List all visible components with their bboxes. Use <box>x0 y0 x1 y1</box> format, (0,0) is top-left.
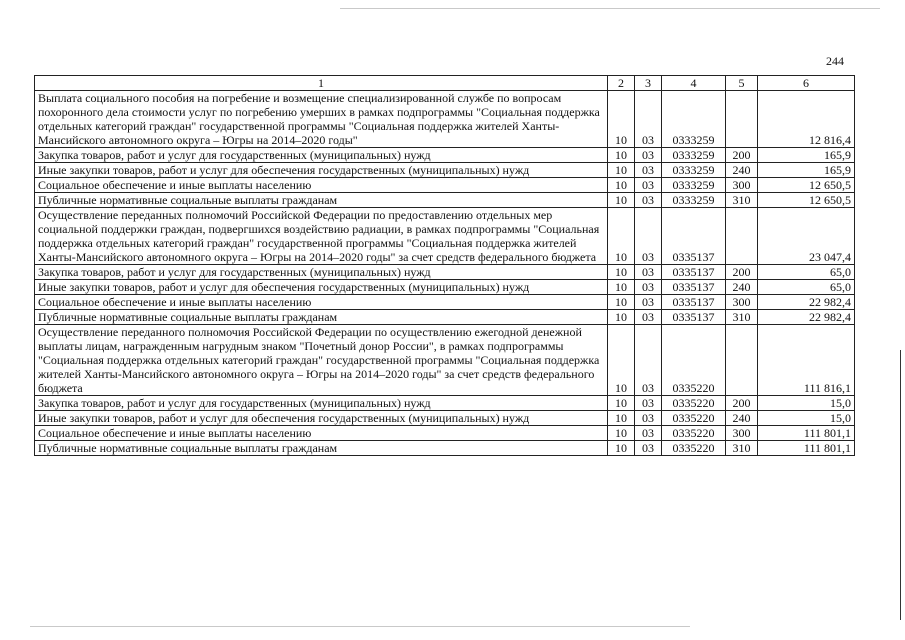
table-row <box>35 411 855 426</box>
row-section: 10 <box>608 441 635 456</box>
table-row <box>35 441 855 456</box>
row-name: Осуществление переданного полномочия Российской Федерации по осуществлению ежегодной денежной выплаты лицам, награжденным нагрудным знаком "Почетный донор России", в рамках подпрограммы "Социальная поддержка отдельных категорий граждан" государственной программы "Социальная поддержка жителей Ханты-Мансийского автономного округа – Югры на 2014–2020 годы" за счет средств федерального бюджета <box>35 325 608 396</box>
row-name: Социальное обеспечение и иные выплаты населению <box>35 295 608 310</box>
row-name: Иные закупки товаров, работ и услуг для обеспечения государственных (муниципальных) нужд <box>35 411 608 426</box>
table-row <box>35 91 855 148</box>
table-row <box>35 295 855 310</box>
row-amount: 111 801,1 <box>758 426 855 441</box>
row-expense-type: 310 <box>726 441 758 456</box>
row-amount: 22 982,4 <box>758 310 855 325</box>
row-section: 10 <box>608 280 635 295</box>
row-name: Социальное обеспечение и иные выплаты населению <box>35 178 608 193</box>
row-amount: 65,0 <box>758 280 855 295</box>
row-expense-type: 300 <box>726 178 758 193</box>
row-subsection: 03 <box>635 310 662 325</box>
row-subsection: 03 <box>635 426 662 441</box>
row-section: 10 <box>608 193 635 208</box>
row-subsection: 03 <box>635 325 662 396</box>
row-section: 10 <box>608 265 635 280</box>
row-target-code: 0333259 <box>662 178 726 193</box>
row-name: Осуществление переданных полномочий Российской Федерации по предоставлению отдельных мер социальной поддержки граждан, подвергшихся воздействию радиации, в рамках подпрограммы "Социальная поддержка отдельных категорий граждан" государственной программы "Социальная поддержка жителей Ханты-Мансийского автономного округа – Югры на 2014–2020 годы" за счет средств федерального бюджета <box>35 208 608 265</box>
row-name: Социальное обеспечение и иные выплаты населению <box>35 426 608 441</box>
row-subsection: 03 <box>635 265 662 280</box>
column-header: 3 <box>635 76 662 91</box>
row-amount: 15,0 <box>758 396 855 411</box>
row-target-code: 0335137 <box>662 310 726 325</box>
column-header: 1 <box>35 76 608 91</box>
row-section: 10 <box>608 295 635 310</box>
row-subsection: 03 <box>635 148 662 163</box>
row-subsection: 03 <box>635 295 662 310</box>
scan-noise-top <box>340 8 880 9</box>
row-expense-type <box>726 208 758 265</box>
table-row <box>35 426 855 441</box>
row-expense-type: 200 <box>726 148 758 163</box>
row-name: Иные закупки товаров, работ и услуг для обеспечения государственных (муниципальных) нужд <box>35 163 608 178</box>
row-expense-type: 310 <box>726 193 758 208</box>
row-target-code: 0335220 <box>662 411 726 426</box>
row-section: 10 <box>608 411 635 426</box>
row-name: Закупка товаров, работ и услуг для государственных (муниципальных) нужд <box>35 396 608 411</box>
row-expense-type: 300 <box>726 295 758 310</box>
row-target-code: 0333259 <box>662 91 726 148</box>
column-header: 6 <box>758 76 855 91</box>
row-amount: 165,9 <box>758 148 855 163</box>
row-name: Выплата социального пособия на погребение и возмещение специализированной службе по вопросам похоронного дела стоимости услуг по погребению умерших в рамках подпрограммы "Социальная поддержка отдельных категорий граждан" государственной программы "Социальная поддержка жителей Ханты-Мансийского автономного округа – Югры на 2014–2020 годы" <box>35 91 608 148</box>
table-row <box>35 280 855 295</box>
row-amount: 65,0 <box>758 265 855 280</box>
row-subsection: 03 <box>635 193 662 208</box>
table-row <box>35 178 855 193</box>
row-target-code: 0333259 <box>662 193 726 208</box>
row-subsection: 03 <box>635 91 662 148</box>
row-subsection: 03 <box>635 163 662 178</box>
row-name: Публичные нормативные социальные выплаты гражданам <box>35 310 608 325</box>
row-expense-type <box>726 325 758 396</box>
row-expense-type: 200 <box>726 265 758 280</box>
row-amount: 23 047,4 <box>758 208 855 265</box>
table-row <box>35 208 855 265</box>
column-header: 2 <box>608 76 635 91</box>
row-amount: 111 816,1 <box>758 325 855 396</box>
row-name: Публичные нормативные социальные выплаты гражданам <box>35 441 608 456</box>
row-amount: 12 816,4 <box>758 91 855 148</box>
page-number: 244 <box>826 54 844 68</box>
table-row <box>35 193 855 208</box>
row-target-code: 0335137 <box>662 295 726 310</box>
row-target-code: 0335220 <box>662 441 726 456</box>
row-section: 10 <box>608 163 635 178</box>
row-target-code: 0335137 <box>662 208 726 265</box>
row-target-code: 0333259 <box>662 163 726 178</box>
row-subsection: 03 <box>635 178 662 193</box>
row-expense-type: 240 <box>726 411 758 426</box>
row-subsection: 03 <box>635 441 662 456</box>
scan-noise-bottom <box>30 626 690 627</box>
row-expense-type: 310 <box>726 310 758 325</box>
binder-edge-line <box>900 350 901 620</box>
row-name: Закупка товаров, работ и услуг для государственных (муниципальных) нужд <box>35 148 608 163</box>
row-amount: 15,0 <box>758 411 855 426</box>
row-subsection: 03 <box>635 280 662 295</box>
row-section: 10 <box>608 310 635 325</box>
row-target-code: 0335220 <box>662 396 726 411</box>
column-header: 4 <box>662 76 726 91</box>
row-name: Публичные нормативные социальные выплаты гражданам <box>35 193 608 208</box>
row-section: 10 <box>608 325 635 396</box>
row-subsection: 03 <box>635 411 662 426</box>
row-target-code: 0335220 <box>662 325 726 396</box>
row-section: 10 <box>608 208 635 265</box>
row-amount: 165,9 <box>758 163 855 178</box>
row-amount: 12 650,5 <box>758 193 855 208</box>
row-target-code: 0335137 <box>662 265 726 280</box>
row-target-code: 0335137 <box>662 280 726 295</box>
row-expense-type: 240 <box>726 280 758 295</box>
row-expense-type: 300 <box>726 426 758 441</box>
row-name: Иные закупки товаров, работ и услуг для обеспечения государственных (муниципальных) нужд <box>35 280 608 295</box>
table-row <box>35 310 855 325</box>
row-name: Закупка товаров, работ и услуг для государственных (муниципальных) нужд <box>35 265 608 280</box>
table-row <box>35 396 855 411</box>
row-amount: 22 982,4 <box>758 295 855 310</box>
table-row <box>35 265 855 280</box>
budget-table <box>34 75 855 456</box>
row-section: 10 <box>608 396 635 411</box>
column-header: 5 <box>726 76 758 91</box>
row-amount: 111 801,1 <box>758 441 855 456</box>
row-target-code: 0333259 <box>662 148 726 163</box>
row-section: 10 <box>608 178 635 193</box>
row-section: 10 <box>608 426 635 441</box>
row-expense-type <box>726 91 758 148</box>
table-row <box>35 148 855 163</box>
row-subsection: 03 <box>635 396 662 411</box>
header-row <box>35 76 855 91</box>
row-section: 10 <box>608 148 635 163</box>
table-row <box>35 163 855 178</box>
row-target-code: 0335220 <box>662 426 726 441</box>
row-section: 10 <box>608 91 635 148</box>
row-expense-type: 240 <box>726 163 758 178</box>
row-amount: 12 650,5 <box>758 178 855 193</box>
table-row <box>35 325 855 396</box>
row-expense-type: 200 <box>726 396 758 411</box>
row-subsection: 03 <box>635 208 662 265</box>
